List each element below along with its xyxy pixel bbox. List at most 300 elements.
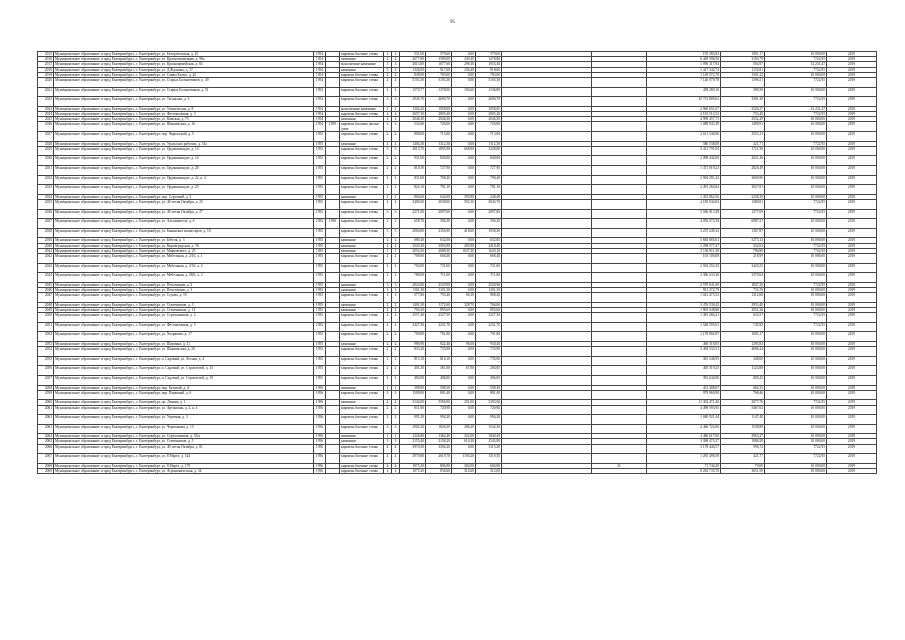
repair-cost-cell: 4 185 944,03	[647, 199, 721, 209]
floors-cell: 2	[384, 385, 392, 390]
total-area-cell: 831,60	[400, 175, 426, 185]
address-cell: Муниципальное образование «город Екатеринбург», г. Екатеринбург, пр. Ленина, д. 1	[54, 400, 314, 405]
floors-cell: 2	[384, 263, 392, 273]
max-cost-cell: 10 000,00	[765, 439, 827, 444]
premises-area-cell: 735,90	[426, 347, 452, 357]
spare-cell	[502, 332, 592, 342]
row-number-cell: 2035	[38, 199, 54, 209]
max-cost-cell: 10 000,00	[765, 165, 827, 175]
wall-material-cell: кирпичн.блочные стены	[340, 72, 384, 77]
construction-year-cell: 1955	[314, 238, 326, 243]
total-area-cell: 1491,50	[400, 302, 426, 307]
max-cost-cell: 10 000,00	[765, 228, 827, 238]
address-cell: Муниципальное образование «город Екатеринбург», г. Екатеринбург, ул. Орджоникидзе, д. 14	[54, 156, 314, 166]
max-cost-cell: 10 000,00	[765, 469, 827, 474]
premises-area-cell: 2097,60	[426, 209, 452, 219]
residential-area-cell: 1542,30	[476, 424, 502, 434]
wall-material-cell: кирпичн.блочные стены	[340, 405, 384, 415]
second-year-cell	[326, 253, 340, 263]
wall-material-cell: кирпичн.блочные стены	[340, 132, 384, 142]
table-row	[38, 146, 877, 156]
construction-year-cell: 1955	[314, 287, 326, 292]
premises-area-cell: 2356,90	[426, 228, 452, 238]
cost-per-sqm-cell: 794,90	[721, 248, 765, 253]
entrances-cell: 3	[392, 97, 400, 107]
nonresidential-area-cell: 236,40	[452, 67, 476, 72]
wall-material-cell: кирпичн.блочные стены	[340, 463, 384, 468]
address-cell: Муниципальное образование «город Екатеринбург», г. Екатеринбург, ул. Стачечников, д. 5	[54, 439, 314, 444]
nonresidential-area-cell: 0,00	[452, 307, 476, 312]
residential-area-cell: 701,80	[476, 332, 502, 342]
construction-year-cell: 1955	[314, 347, 326, 357]
max-cost-cell: 7722,95	[765, 444, 827, 454]
residential-area-cell: 735,90	[476, 356, 502, 366]
premises-area-cell: 579,60	[426, 52, 452, 57]
max-cost-cell: 10 000,00	[765, 253, 827, 263]
repair-cost-cell: 3 398 473,37	[647, 439, 721, 444]
entrances-cell: 4	[392, 313, 400, 323]
spare-cell-2	[592, 332, 647, 342]
total-area-cell: 3490,50	[400, 199, 426, 209]
total-area-cell: 2013,70	[400, 146, 426, 156]
max-cost-cell: 10 000,00	[765, 356, 827, 366]
address-cell: Муниципальное образование «город Екатеринбург», г. Екатеринбург, ул. Белореченская, д. 10	[54, 52, 314, 57]
nonresidential-area-cell: 0,00	[452, 72, 476, 77]
residential-area-cell: 2520,90	[476, 282, 502, 287]
repair-cost-cell: 1 285 498,58	[647, 454, 721, 464]
wall-material-cell: кирпичн.блочные стены	[340, 332, 384, 342]
address-cell: Муниципальное образование «город Екатеринбург», г. Екатеринбург, ул. Черепанова, д. 15	[54, 424, 314, 434]
total-area-cell: 401,30	[400, 366, 426, 376]
cost-per-sqm-cell: 218,99	[721, 253, 765, 263]
residential-area-cell: 1136,80	[476, 87, 502, 97]
nonresidential-area-cell: 0,00	[452, 385, 476, 390]
entrances-cell: 2	[392, 87, 400, 97]
residential-area-cell: 1935,40	[476, 62, 502, 67]
spare-cell	[502, 424, 592, 434]
max-cost-cell: 7722,95	[765, 209, 827, 219]
repair-cost-cell: 4 466 722,06	[647, 424, 721, 434]
max-cost-cell: 10 000,00	[765, 302, 827, 307]
cost-per-sqm-cell: 2238,39	[721, 194, 765, 199]
entrances-cell: 3	[392, 62, 400, 67]
second-year-cell	[326, 322, 340, 332]
table-row	[38, 122, 877, 132]
residential-area-cell: 1312,30	[476, 141, 502, 146]
entrances-cell: 3	[392, 209, 400, 219]
table-row	[38, 390, 877, 400]
second-year-cell	[326, 347, 340, 357]
construction-year-cell: 1955	[314, 307, 326, 312]
spare-cell-2	[592, 219, 647, 229]
repair-cost-cell: 2 960 651,67	[647, 106, 721, 111]
nonresidential-area-cell: 0,00	[452, 332, 476, 342]
table-row	[38, 454, 877, 464]
cost-per-sqm-cell: 633,57	[721, 313, 765, 323]
construction-year-cell: 1955	[314, 293, 326, 303]
table-row	[38, 228, 877, 238]
nonresidential-area-cell: 328,70	[452, 302, 476, 307]
wall-material-cell: кирпичн.блочные стены	[340, 219, 384, 229]
address-cell: Муниципальное образование «город Екатеринбург», г. Екатеринбург, ул. Шишимская, д. 16	[54, 122, 314, 132]
max-cost-cell: 7722,95	[765, 57, 827, 62]
address-cell: Муниципальное образование «город Екатеринбург», г. Екатеринбург, ул. Артинская, д. 2, к. 4	[54, 405, 314, 415]
max-cost-cell: 12 231,47	[765, 62, 827, 67]
floors-cell: 2	[384, 117, 392, 122]
repair-cost-cell: 3 665 883,61	[647, 238, 721, 243]
entrances-cell: 4	[392, 67, 400, 72]
max-cost-cell: 10 000,00	[765, 385, 827, 390]
table-row	[38, 199, 877, 209]
spare-cell-2	[592, 185, 647, 195]
nonresidential-area-cell: 0,00	[452, 52, 476, 57]
nonresidential-area-cell: 0,00	[452, 282, 476, 287]
total-area-cell: 1304,20	[400, 106, 426, 111]
spare-cell-2: 21	[592, 463, 647, 468]
cost-per-sqm-cell: 2526,37	[721, 106, 765, 111]
premises-area-cell: 1172,60	[426, 302, 452, 307]
address-cell: Муниципальное образование «город Екатеринбург», г. Екатеринбург, ул. 8 Марта, д. 179	[54, 463, 314, 468]
repair-cost-cell: 2 491 264,84	[647, 185, 721, 195]
address-cell: Муниципальное образование «город Екатеринбург», г. Екатеринбург, ул. 40-летия Октября, д. 27	[54, 209, 314, 219]
total-area-cell: 2002,20	[400, 424, 426, 434]
construction-year-cell: 1954	[314, 78, 326, 88]
row-number-cell: 2020	[38, 78, 54, 88]
residential-area-cell: 918,60	[476, 67, 502, 72]
residential-area-cell: 5103,30	[476, 78, 502, 88]
residential-area-cell: 726,00	[476, 122, 502, 132]
entrances-cell: 2	[392, 175, 400, 185]
cost-per-sqm-cell: 1549,88	[721, 424, 765, 434]
spare-cell-2	[592, 87, 647, 97]
planned-year-cell: 2019	[827, 341, 877, 346]
premises-area-cell: 644,00	[426, 194, 452, 199]
spare-cell	[502, 469, 592, 474]
planned-year-cell: 2019	[827, 209, 877, 219]
spare-cell	[502, 313, 592, 323]
address-cell: Муниципальное образование «город Екатеринбург», г. Екатеринбург, ул. Таганская, д. 3	[54, 97, 314, 107]
floors-cell: 3	[384, 282, 392, 287]
floors-cell: 2	[384, 165, 392, 175]
planned-year-cell: 2019	[827, 175, 877, 185]
nonresidential-area-cell: 314,60	[452, 469, 476, 474]
entrances-cell: 2	[392, 106, 400, 111]
total-area-cell: 700,80	[400, 332, 426, 342]
second-year-cell	[326, 469, 340, 474]
second-year-cell	[326, 415, 340, 425]
premises-area-cell: 840,00	[426, 156, 452, 166]
max-cost-cell: 10 000,00	[765, 390, 827, 400]
row-number-cell: 2065	[38, 439, 54, 444]
spare-cell-2	[592, 199, 647, 209]
floors-cell: 4	[384, 57, 392, 62]
wall-material-cell: каменные	[340, 238, 384, 243]
row-number-cell: 2056	[38, 366, 54, 376]
wall-material-cell: кирпичн.блочные стены	[340, 209, 384, 219]
floors-cell: 2	[384, 293, 392, 303]
residential-area-cell: 3115,20	[476, 444, 502, 454]
wall-material-cell: кирпичн.блочные стены	[340, 87, 384, 97]
row-number-cell: 2041	[38, 248, 54, 253]
max-cost-cell: 7722,95	[765, 313, 827, 323]
total-area-cell: 1570,77	[400, 87, 426, 97]
spare-cell	[502, 146, 592, 156]
construction-year-cell: 1955	[314, 194, 326, 199]
wall-material-cell: кирпичн.блочные стены	[340, 199, 384, 209]
premises-area-cell: 713,00	[426, 132, 452, 142]
cost-per-sqm-cell: 332,63	[721, 243, 765, 248]
max-cost-cell: 10 000,00	[765, 347, 827, 357]
floors-cell: 3	[384, 424, 392, 434]
total-area-cell: 680,40	[400, 238, 426, 243]
cost-per-sqm-cell: 421,71	[721, 141, 765, 146]
total-area-cell: 709,60	[400, 253, 426, 263]
row-number-cell: 2015	[38, 52, 54, 57]
row-number-cell: 2045	[38, 282, 54, 287]
spare-cell	[502, 454, 592, 464]
max-cost-cell: 10 000,00	[765, 366, 827, 376]
cost-per-sqm-cell: 753,40	[721, 112, 765, 117]
table-row	[38, 165, 877, 175]
spare-cell-2	[592, 146, 647, 156]
spare-cell	[502, 209, 592, 219]
address-cell: Муниципальное образование «город Екатеринбург», г. Екатеринбург, ул. Мебельная, д. 2/16, л. 2	[54, 263, 314, 273]
total-area-cell: 531,60	[400, 52, 426, 57]
construction-year-cell: 1955	[314, 282, 326, 287]
total-area-cell: 1326,00	[400, 434, 426, 439]
planned-year-cell: 2019	[827, 322, 877, 332]
spare-cell-2	[592, 132, 647, 142]
max-cost-cell: 10 000,00	[765, 122, 827, 132]
wall-material-cell: кирпичн.блочные стены	[340, 293, 384, 303]
spare-cell	[502, 293, 592, 303]
spare-cell-2	[592, 78, 647, 88]
spare-cell-2	[592, 390, 647, 400]
second-year-cell: 1956	[326, 219, 340, 229]
repair-cost-cell: 8 263 733,70	[647, 469, 721, 474]
repair-cost-cell: 1 096 317,94	[647, 62, 721, 67]
row-number-cell: 2044	[38, 273, 54, 283]
repair-cost-cell: 3 476 538,42	[647, 302, 721, 307]
max-cost-cell: 10 000,00	[765, 415, 827, 425]
construction-year-cell: 1954	[314, 67, 326, 72]
address-cell: Муниципальное образование «город Екатеринбург», г. Екатеринбург, ул. Орджоникидзе, д. 12	[54, 146, 314, 156]
premises-area-cell: 727,90	[426, 165, 452, 175]
spare-cell	[502, 97, 592, 107]
table-row	[38, 375, 877, 385]
second-year-cell	[326, 356, 340, 366]
total-area-cell: 2427,30	[400, 322, 426, 332]
spare-cell	[502, 263, 592, 273]
nonresidential-area-cell: 1037,20	[452, 248, 476, 253]
total-area-cell: 810,50	[400, 165, 426, 175]
nonresidential-area-cell: 0,00	[452, 165, 476, 175]
planned-year-cell: 2019	[827, 185, 877, 195]
nonresidential-area-cell: 418,60	[452, 228, 476, 238]
construction-year-cell: 1956	[314, 463, 326, 468]
construction-year-cell: 1955	[314, 219, 326, 229]
construction-year-cell: 1955	[314, 175, 326, 185]
premises-area-cell: 2805,40	[426, 112, 452, 117]
floors-cell: 2	[384, 72, 392, 77]
spare-cell	[502, 375, 592, 385]
nonresidential-area-cell: 0,00	[452, 253, 476, 263]
wall-material-cell: кирпичн.блочные стены	[340, 185, 384, 195]
row-number-cell: 2058	[38, 385, 54, 390]
cost-per-sqm-cell: 2026,48	[721, 165, 765, 175]
residential-area-cell: 731,60	[476, 263, 502, 273]
row-number-cell: 2046	[38, 287, 54, 292]
construction-year-cell: 1955	[314, 199, 326, 209]
total-area-cell: 492,00	[400, 375, 426, 385]
max-cost-cell: 10 000,00	[765, 463, 827, 468]
nonresidential-area-cell: 0,00	[452, 444, 476, 454]
repair-cost-cell: 3 178 440,57	[647, 444, 721, 454]
floors-cell: 2	[384, 253, 392, 263]
row-number-cell: 2063	[38, 424, 54, 434]
entrances-cell: 2	[392, 385, 400, 390]
wall-material-cell: каменные	[340, 302, 384, 307]
max-cost-cell: 7722,95	[765, 97, 827, 107]
construction-year-cell: 1955	[314, 322, 326, 332]
floors-cell: 4	[384, 112, 392, 117]
nonresidential-area-cell: 0,00	[452, 356, 476, 366]
entrances-cell: 2	[392, 238, 400, 243]
max-cost-cell: 10 000,00	[765, 263, 827, 273]
premises-area-cell: 2231,70	[426, 322, 452, 332]
residential-area-cell: 720,90	[476, 405, 502, 415]
residential-area-cell: 294,00	[476, 366, 502, 376]
address-cell: Муниципальное образование «город Екатеринбург», г. Екатеринбург, ул. Саввы Белых, д. 25	[54, 72, 314, 77]
row-number-cell: 2053	[38, 341, 54, 346]
row-number-cell: 2060	[38, 400, 54, 405]
premises-area-cell: 598,30	[426, 385, 452, 390]
cost-per-sqm-cell: 2032,49	[721, 117, 765, 122]
premises-area-cell: 2688,30	[426, 248, 452, 253]
planned-year-cell: 2019	[827, 400, 877, 405]
total-area-cell: 991,20	[400, 415, 426, 425]
nonresidential-area-cell: 0,00	[452, 185, 476, 195]
table-row	[38, 356, 877, 366]
wall-material-cell: кирпичн.блочные стены	[340, 322, 384, 332]
wall-material-cell: кирпичн.блочные стены	[340, 112, 384, 117]
max-cost-cell: 10 000,00	[765, 293, 827, 303]
nonresidential-area-cell: 286,20	[452, 424, 476, 434]
construction-year-cell: 1955	[314, 253, 326, 263]
wall-material-cell: каменные	[340, 434, 384, 439]
cost-per-sqm-cell: 3027,81	[721, 185, 765, 195]
total-area-cell: 3970,50	[400, 444, 426, 454]
max-cost-cell: 7722,95	[765, 243, 827, 248]
total-area-cell: 532,60	[400, 122, 426, 132]
premises-area-cell: 1826,50	[426, 424, 452, 434]
table-row	[38, 253, 877, 263]
row-number-cell: 2017	[38, 62, 54, 67]
entrances-cell: 4	[392, 199, 400, 209]
premises-area-cell: 1058,00	[426, 106, 452, 111]
planned-year-cell: 2019	[827, 469, 877, 474]
repair-cost-cell: 1 548 595,63	[647, 322, 721, 332]
wall-material-cell: кирпичн.блочные стены	[340, 175, 384, 185]
spare-cell	[502, 415, 592, 425]
spare-cell	[502, 347, 592, 357]
row-number-cell: 2039	[38, 238, 54, 243]
cost-per-sqm-cell: 1367,87	[721, 228, 765, 238]
cost-per-sqm-cell: 1396,51	[721, 78, 765, 88]
second-year-cell	[326, 97, 340, 107]
construction-year-cell: 1956	[314, 415, 326, 425]
repair-cost-cell: 11 302 471,40	[647, 400, 721, 405]
premises-area-cell: 895,60	[426, 307, 452, 312]
repair-cost-cell: 3 237 249,34	[647, 228, 721, 238]
row-number-cell: 2068	[38, 463, 54, 468]
repair-cost-cell: 431 408,07	[647, 385, 721, 390]
premises-area-cell: 781,10	[426, 185, 452, 195]
repair-cost-cell: 4 498 593,95	[647, 405, 721, 415]
entrances-cell: 2	[392, 463, 400, 468]
total-area-cell: 986,90	[400, 341, 426, 346]
row-number-cell: 2047	[38, 293, 54, 303]
address-cell: Муниципальное образование «город Екатеринбург», г. Екатеринбург, ул. Фестивальная, д. 5	[54, 322, 314, 332]
row-number-cell: 2021	[38, 87, 54, 97]
construction-year-cell: 1954	[314, 72, 326, 77]
residential-area-cell: 1519,50	[476, 454, 502, 464]
address-cell: Муниципальное образование «город Екатеринбург», г. Екатеринбург, ул. Пехотинцев, д. 2	[54, 282, 314, 287]
row-number-cell: 2024	[38, 112, 54, 117]
entrances-cell: 2	[392, 415, 400, 425]
row-number-cell: 2018	[38, 67, 54, 72]
wall-material-cell: кирпичн.блочные стены	[340, 375, 384, 385]
residential-area-cell: 5393,00	[476, 400, 502, 405]
planned-year-cell: 2019	[827, 263, 877, 273]
total-area-cell: 780,00	[400, 273, 426, 283]
planned-year-cell: 2019	[827, 313, 877, 323]
total-area-cell: 931,60	[400, 156, 426, 166]
floors-cell: 2	[384, 375, 392, 385]
table-row	[38, 263, 877, 273]
residential-area-cell: 1938,30	[476, 228, 502, 238]
table-row	[38, 209, 877, 219]
max-cost-cell: 10 000,00	[765, 238, 827, 243]
max-cost-cell: 10 000,00	[765, 434, 827, 439]
wall-material-cell: каменные	[340, 341, 384, 346]
address-cell: Муниципальное образование «город Екатеринбург», г. Екатеринбург, ул. Шишимская, д. 20	[54, 347, 314, 357]
max-cost-cell: 10 000,00	[765, 273, 827, 283]
repair-cost-cell: 2 103 512,52	[647, 112, 721, 117]
entrances-cell: 2	[392, 366, 400, 376]
entrances-cell: 3	[392, 390, 400, 400]
wall-material-cell: каменные	[340, 141, 384, 146]
entrances-cell: 4	[392, 454, 400, 464]
cost-per-sqm-cell: 3651,59	[721, 469, 765, 474]
wall-material-cell: каменные	[340, 243, 384, 248]
nonresidential-area-cell: 485,90	[452, 243, 476, 248]
planned-year-cell: 2019	[827, 415, 877, 425]
total-area-cell: 2557,40	[400, 313, 426, 323]
wall-material-cell: каменные	[340, 307, 384, 312]
residential-area-cell: 1301,30	[476, 287, 502, 292]
cost-per-sqm-cell: 448,00	[721, 356, 765, 366]
table-row	[38, 405, 877, 415]
second-year-cell	[326, 146, 340, 156]
spare-cell-2	[592, 293, 647, 303]
table-row	[38, 424, 877, 434]
spare-cell-2	[592, 469, 647, 474]
row-number-cell: 2055	[38, 356, 54, 366]
total-area-cell: 598,90	[400, 385, 426, 390]
table-row	[38, 78, 877, 88]
premises-area-cell: 1301,30	[426, 287, 452, 292]
